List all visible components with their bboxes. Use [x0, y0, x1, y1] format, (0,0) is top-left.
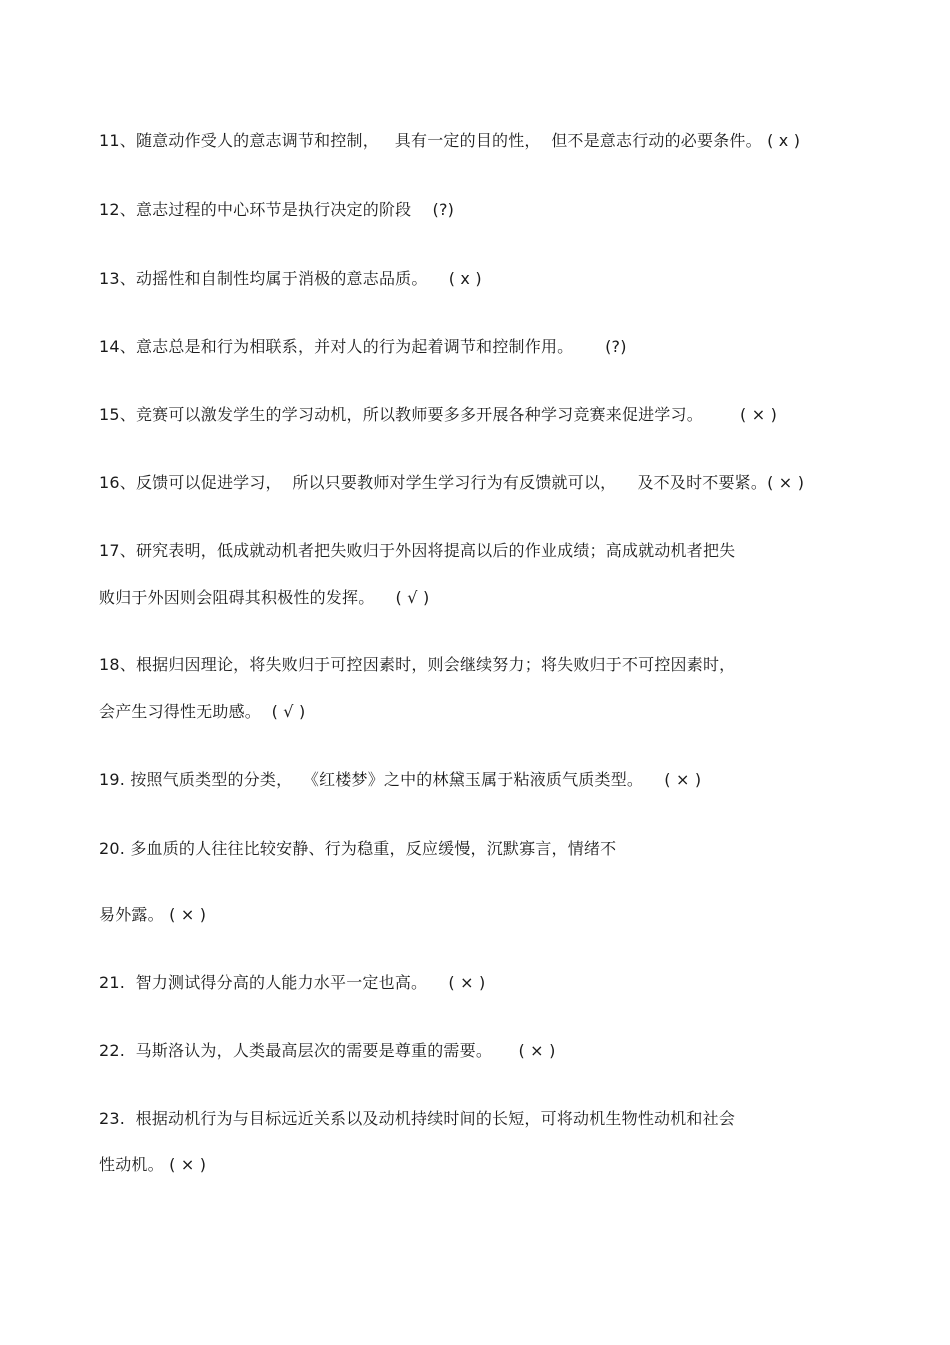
question-11: 11、随意动作受人的意志调节和控制， 具有一定的目的性， 但不是意志行动的必要条件。 ( x )	[99, 131, 801, 150]
question-14: 14、意志总是和行为相联系，并对人的行为起着调节和控制作用。 (?)	[99, 337, 627, 356]
question-15: 15、竞赛可以激发学生的学习动机，所以教师要多多开展各种学习竞赛来促进学习。 ( × )	[99, 405, 778, 424]
question-23-line-2: 性动机。 ( × )	[99, 1155, 207, 1174]
question-18-line-2: 会产生习得性无助感。 ( √ )	[99, 702, 306, 721]
question-19: 19. 按照气质类型的分类， 《红楼梦》之中的林黛玉属于粘液质气质类型。 ( × )	[99, 770, 702, 789]
question-13: 13、动摇性和自制性均属于消极的意志品质。 ( x )	[99, 269, 482, 288]
question-21: 21. 智力测试得分高的人能力水平一定也高。 ( × )	[99, 973, 486, 992]
question-16: 16、反馈可以促进学习， 所以只要教师对学生学习行为有反馈就可以， 及不及时不要紧。( × )	[99, 473, 805, 492]
question-20-line-2: 易外露。 ( × )	[99, 905, 207, 924]
question-20-line-1: 20. 多血质的人往往比较安静、行为稳重，反应缓慢，沉默寡言，情绪不	[99, 839, 617, 858]
question-23-line-1: 23. 根据动机行为与目标远近关系以及动机持续时间的长短，可将动机生物性动机和社会	[99, 1109, 736, 1128]
question-22: 22. 马斯洛认为，人类最高层次的需要是尊重的需要。 ( × )	[99, 1041, 556, 1060]
question-12: 12、意志过程的中心环节是执行决定的阶段 (?)	[99, 200, 455, 219]
question-18-line-1: 18、根据归因理论，将失败归于可控因素时，则会继续努力；将失败归于不可控因素时，	[99, 655, 736, 674]
question-17-line-2: 败归于外因则会阻碍其积极性的发挥。 ( √ )	[99, 588, 430, 607]
question-17-line-1: 17、研究表明，低成就动机者把失败归于外因将提高以后的作业成绩；高成就动机者把失	[99, 541, 736, 560]
